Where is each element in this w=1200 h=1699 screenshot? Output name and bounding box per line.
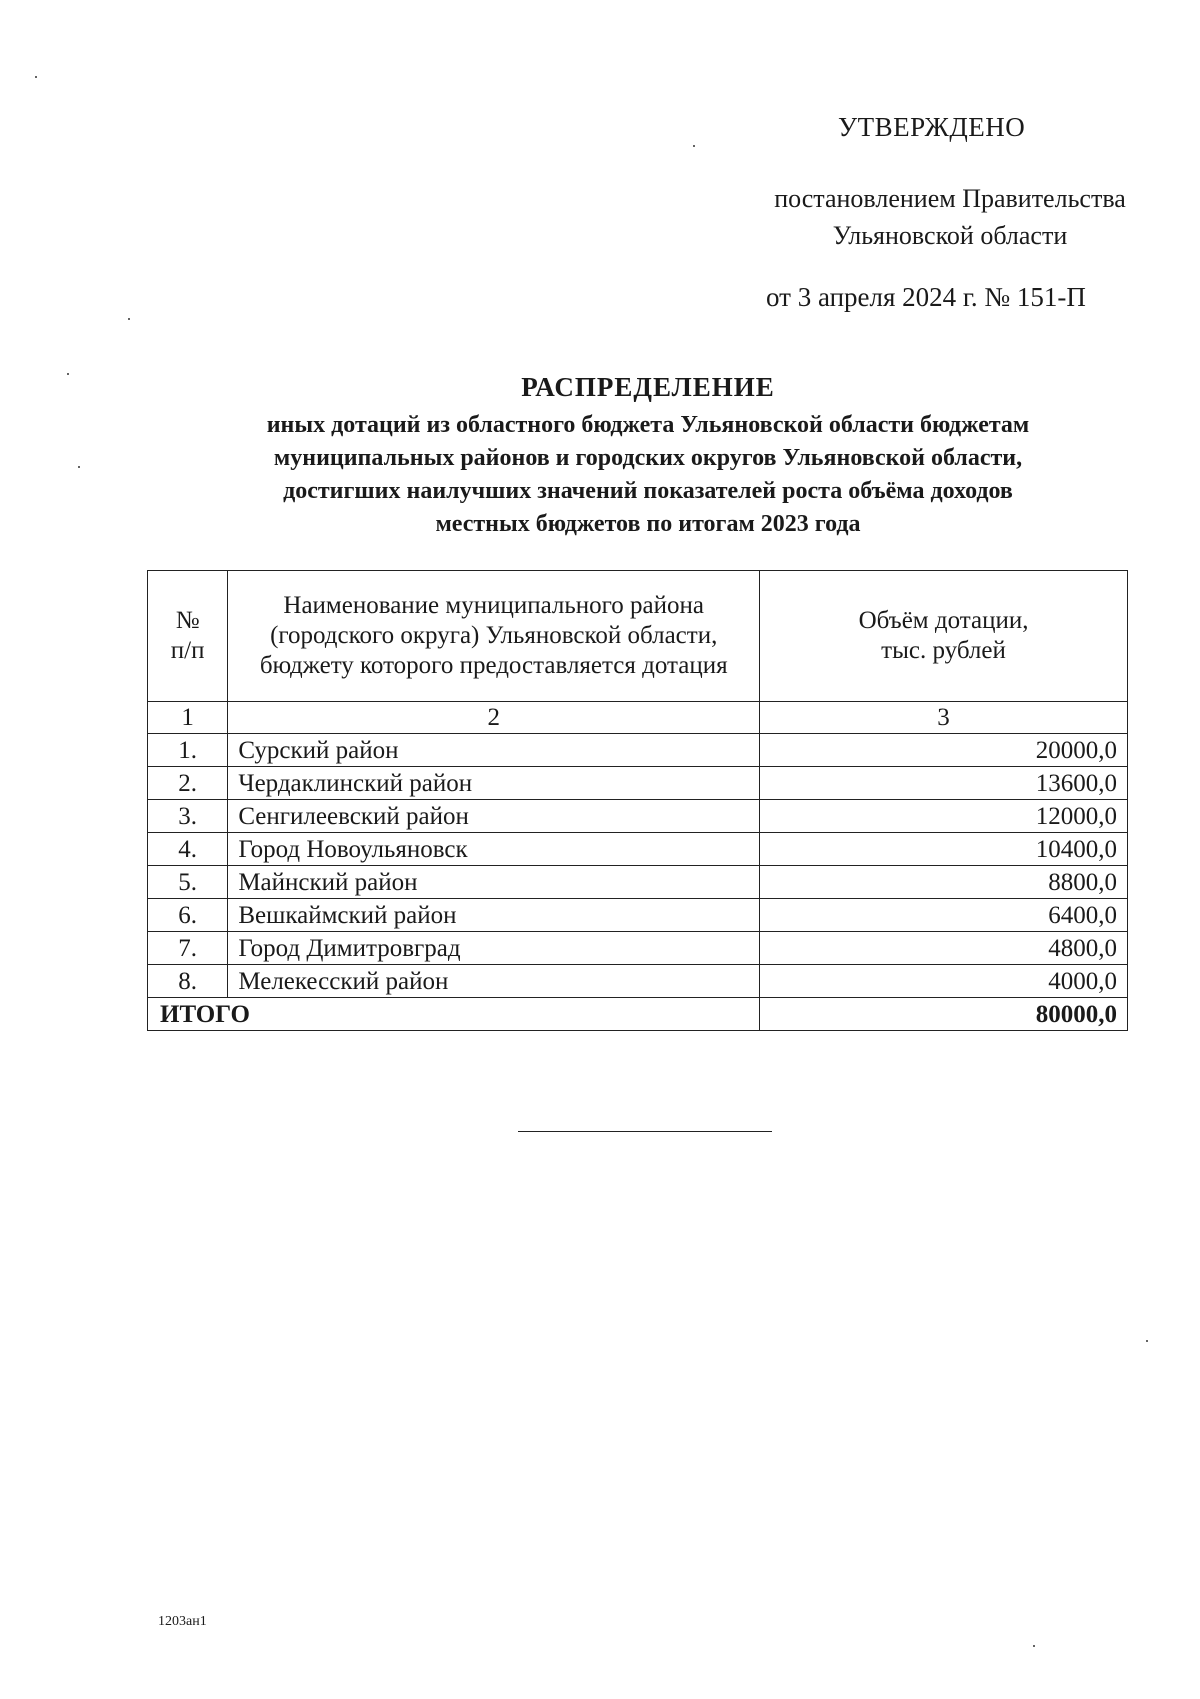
row-number: 3. — [148, 800, 228, 833]
row-amount: 13600,0 — [760, 767, 1128, 800]
decree-line-1: постановлением Правительства — [774, 184, 1126, 213]
column-number: 1 — [148, 702, 228, 734]
scan-speck — [78, 466, 80, 468]
row-number: 1. — [148, 734, 228, 767]
header-amount-line: Объём дотации, — [858, 607, 1029, 634]
table-row — [148, 734, 1128, 767]
subtitle-line: муниципальных районов и городских округов Ульяновской области, — [273, 445, 1023, 471]
closing-divider — [518, 1131, 772, 1132]
table-row — [148, 767, 1128, 800]
scan-speck — [67, 373, 69, 375]
table-row — [148, 833, 1128, 866]
row-number: 4. — [148, 833, 228, 866]
total-row — [148, 998, 1128, 1031]
document-title: РАСПРЕДЕЛЕНИЕ — [521, 372, 775, 402]
total-label: ИТОГО — [148, 998, 760, 1031]
subtitle-line: достигших наилучших значений показателей роста объёма доходов — [283, 478, 1013, 504]
header-name: Наименование муниципального района (городского округа) Ульяновской области, бюджету которого предоставляется дотация — [228, 571, 760, 702]
row-name: Сурский район — [228, 734, 760, 767]
table-row — [148, 800, 1128, 833]
table-row — [148, 899, 1128, 932]
table-row — [148, 965, 1128, 998]
row-number: 5. — [148, 866, 228, 899]
row-name: Вешкаймский район — [228, 899, 760, 932]
row-name: Город Новоульяновск — [228, 833, 760, 866]
decree-reference — [700, 180, 1200, 254]
row-amount: 8800,0 — [760, 866, 1128, 899]
scan-speck — [1033, 1645, 1035, 1647]
row-name: Город Димитровград — [228, 932, 760, 965]
row-amount: 10400,0 — [760, 833, 1128, 866]
distribution-table — [147, 570, 1128, 1031]
column-number: 2 — [228, 702, 760, 734]
table-row — [148, 866, 1128, 899]
decree-line-2: Ульяновской области — [832, 221, 1068, 250]
decree-date: от 3 апреля 2024 г. № 151-П — [766, 282, 1086, 312]
table-row — [148, 932, 1128, 965]
row-number: 7. — [148, 932, 228, 965]
row-number: 2. — [148, 767, 228, 800]
row-name: Майнский район — [228, 866, 760, 899]
column-number: 3 — [760, 702, 1128, 734]
row-name: Мелекесский район — [228, 965, 760, 998]
scan-speck — [35, 76, 37, 78]
row-name: Чердаклинский район — [228, 767, 760, 800]
row-amount: 4000,0 — [760, 965, 1128, 998]
approval-stamp-title: УТВЕРЖДЕНО — [838, 112, 1026, 142]
total-amount: 80000,0 — [760, 998, 1128, 1031]
row-amount: 4800,0 — [760, 932, 1128, 965]
header-number-line: п/п — [170, 637, 205, 664]
row-amount: 6400,0 — [760, 899, 1128, 932]
header-amount — [760, 571, 1128, 702]
subtitle-line: иных дотаций из областного бюджета Ульяновской области бюджетам — [266, 412, 1030, 438]
table-header-row — [148, 571, 1128, 702]
column-number-row — [148, 702, 1128, 734]
row-number: 8. — [148, 965, 228, 998]
row-amount: 12000,0 — [760, 800, 1128, 833]
document-subtitle — [150, 409, 1146, 541]
scan-speck — [693, 145, 695, 147]
scan-speck — [1146, 1340, 1148, 1342]
subtitle-line: местных бюджетов по итогам 2023 года — [435, 511, 861, 537]
row-amount: 20000,0 — [760, 734, 1128, 767]
row-name: Сенгилеевский район — [228, 800, 760, 833]
header-number — [148, 571, 228, 702]
document-code: 1203ан1 — [158, 1614, 207, 1629]
header-amount-line: тыс. рублей — [881, 637, 1006, 664]
scan-speck — [128, 318, 130, 320]
header-number-line: № — [175, 607, 200, 634]
row-number: 6. — [148, 899, 228, 932]
